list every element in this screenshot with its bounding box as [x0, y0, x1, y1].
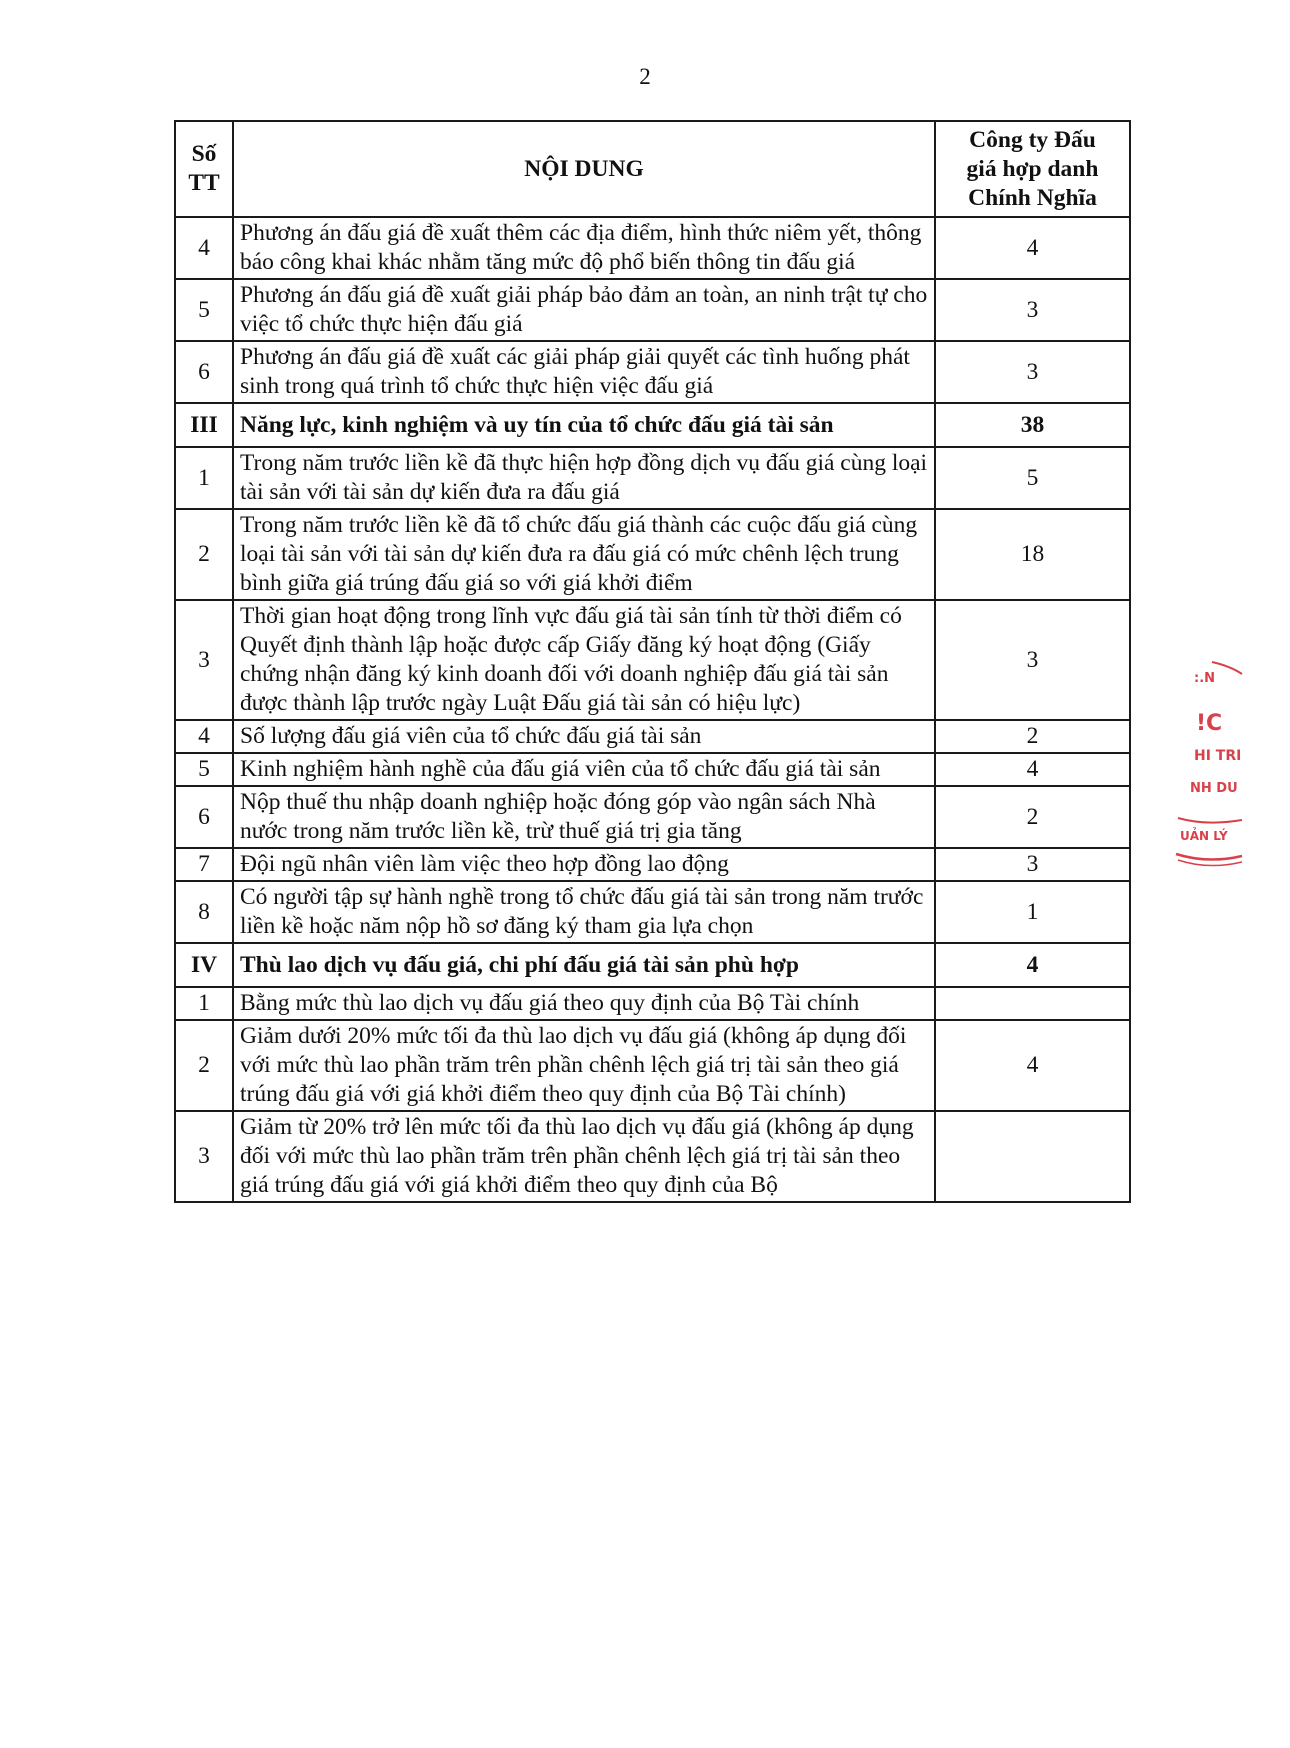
- header-score-line-3: Chính Nghĩa: [968, 184, 1097, 211]
- row-content: Thời gian hoạt động trong lĩnh vực đấu giá tài sản tính từ thời điểm có Quyết định thành lập hoặc được cấp Giấy đăng ký hoạt động (Giấy chứng nhận đăng ký kinh doanh đối với doanh nghiệp đấu giá tài sản được thành lập trước ngày Luật Đấu giá tài sản có hiệu lực): [233, 600, 935, 720]
- row-number: 1: [175, 987, 233, 1020]
- row-content: Phương án đấu giá đề xuất các giải pháp giải quyết các tình huống phát sinh trong quá trình tổ chức thực hiện việc đấu giá: [233, 341, 935, 403]
- row-number: 5: [175, 753, 233, 786]
- row-content: Số lượng đấu giá viên của tổ chức đấu giá tài sản: [233, 720, 935, 753]
- row-number: 7: [175, 848, 233, 881]
- header-no-line-2: TT: [188, 170, 220, 196]
- row-number: 4: [175, 720, 233, 753]
- row-content: Giảm dưới 20% mức tối đa thù lao dịch vụ đấu giá (không áp dụng đối với mức thù lao phần trăm trên phần chênh lệch giá trị tài sản theo giá trúng đấu giá với giá khởi điểm theo quy định của Bộ Tài chính): [233, 1020, 935, 1111]
- header-score-line-2: giá hợp danh: [966, 155, 1099, 182]
- row-score: 3: [935, 600, 1130, 720]
- row-content: Trong năm trước liền kề đã tổ chức đấu giá thành các cuộc đấu giá cùng loại tài sản với tài sản dự kiến đưa ra đấu giá có mức chênh lệch trung bình giữa giá trúng đấu giá so với giá khởi điểm: [233, 509, 935, 600]
- table-row: [175, 217, 1130, 279]
- row-content: Năng lực, kinh nghiệm và uy tín của tổ chức đấu giá tài sản: [233, 403, 935, 447]
- row-score: 2: [935, 720, 1130, 753]
- row-number: 2: [175, 509, 233, 600]
- stamp-fragment-5: UẢN LÝ: [1180, 829, 1228, 843]
- row-content: Giảm từ 20% trở lên mức tối đa thù lao dịch vụ đấu giá (không áp dụng đối với mức thù lao phần trăm trên phần chênh lệch giá trị tài sản theo giá trúng đấu giá với giá khởi điểm theo quy định của Bộ: [233, 1111, 935, 1202]
- header-content: NỘI DUNG: [233, 121, 935, 217]
- row-content: Đội ngũ nhân viên làm việc theo hợp đồng lao động: [233, 848, 935, 881]
- stamp-fragment-3: HI TRI: [1194, 748, 1242, 764]
- page-number: 2: [639, 64, 651, 89]
- stamp-graphic: [1172, 640, 1242, 880]
- row-score: 4: [935, 217, 1130, 279]
- table-row: [175, 848, 1130, 881]
- row-number: 1: [175, 447, 233, 509]
- table-header-row: [175, 121, 1130, 217]
- table-row: [175, 447, 1130, 509]
- row-score: 4: [935, 1020, 1130, 1111]
- stamp-fragment-4: NH DU: [1190, 781, 1238, 796]
- table-row: [175, 279, 1130, 341]
- row-content: Trong năm trước liền kề đã thực hiện hợp đồng dịch vụ đấu giá cùng loại tài sản với tài sản dự kiến đưa ra đấu giá: [233, 447, 935, 509]
- table-row: [175, 720, 1130, 753]
- row-number: 3: [175, 1111, 233, 1202]
- row-score: 38: [935, 403, 1130, 447]
- row-number: 4: [175, 217, 233, 279]
- row-score: 1: [935, 881, 1130, 943]
- table-row: [175, 987, 1130, 1020]
- row-number: 8: [175, 881, 233, 943]
- row-number: 6: [175, 786, 233, 848]
- row-score: 18: [935, 509, 1130, 600]
- header-no-line-1: Số: [191, 141, 217, 167]
- table-row: [175, 753, 1130, 786]
- scoring-table: [174, 120, 1131, 1203]
- row-content: Phương án đấu giá đề xuất giải pháp bảo đảm an toàn, an ninh trật tự cho việc tổ chức thực hiện đấu giá: [233, 279, 935, 341]
- header-score-line-1: Công ty Đấu: [969, 126, 1096, 153]
- table-row: [175, 881, 1130, 943]
- row-content: Bằng mức thù lao dịch vụ đấu giá theo quy định của Bộ Tài chính: [233, 987, 935, 1020]
- row-score: 3: [935, 341, 1130, 403]
- row-score: 5: [935, 447, 1130, 509]
- section-row: [175, 403, 1130, 447]
- table-row: [175, 786, 1130, 848]
- table-row: [175, 600, 1130, 720]
- row-score: 3: [935, 848, 1130, 881]
- table-row: [175, 1111, 1130, 1202]
- row-number: IV: [175, 943, 233, 987]
- row-score: [935, 987, 1130, 1020]
- table-body: [175, 217, 1130, 1202]
- row-number: 2: [175, 1020, 233, 1111]
- row-number: III: [175, 403, 233, 447]
- row-content: Thù lao dịch vụ đấu giá, chi phí đấu giá tài sản phù hợp: [233, 943, 935, 987]
- header-no: [175, 121, 233, 217]
- table-row: [175, 341, 1130, 403]
- row-content: Nộp thuế thu nhập doanh nghiệp hoặc đóng góp vào ngân sách Nhà nước trong năm trước liền kề, trừ thuế giá trị gia tăng: [233, 786, 935, 848]
- row-score: 3: [935, 279, 1130, 341]
- row-content: Có người tập sự hành nghề trong tổ chức đấu giá tài sản trong năm trước liền kề hoặc năm nộp hồ sơ đăng ký tham gia lựa chọn: [233, 881, 935, 943]
- row-number: 6: [175, 341, 233, 403]
- stamp-fragment-1: :.N: [1194, 671, 1216, 686]
- row-content: Kinh nghiệm hành nghề của đấu giá viên của tổ chức đấu giá tài sản: [233, 753, 935, 786]
- row-content: Phương án đấu giá đề xuất thêm các địa điểm, hình thức niêm yết, thông báo công khai khác nhằm tăng mức độ phổ biến thông tin đấu giá: [233, 217, 935, 279]
- stamp-fragment-2: !C: [1196, 711, 1223, 736]
- row-number: 5: [175, 279, 233, 341]
- table-row: [175, 1020, 1130, 1111]
- section-row: [175, 943, 1130, 987]
- row-score: 4: [935, 943, 1130, 987]
- red-stamp-fragment: [1172, 640, 1242, 880]
- table-row: [175, 509, 1130, 600]
- row-score: 2: [935, 786, 1130, 848]
- header-score: [935, 121, 1130, 217]
- row-score: 4: [935, 753, 1130, 786]
- row-score: [935, 1111, 1130, 1202]
- row-number: 3: [175, 600, 233, 720]
